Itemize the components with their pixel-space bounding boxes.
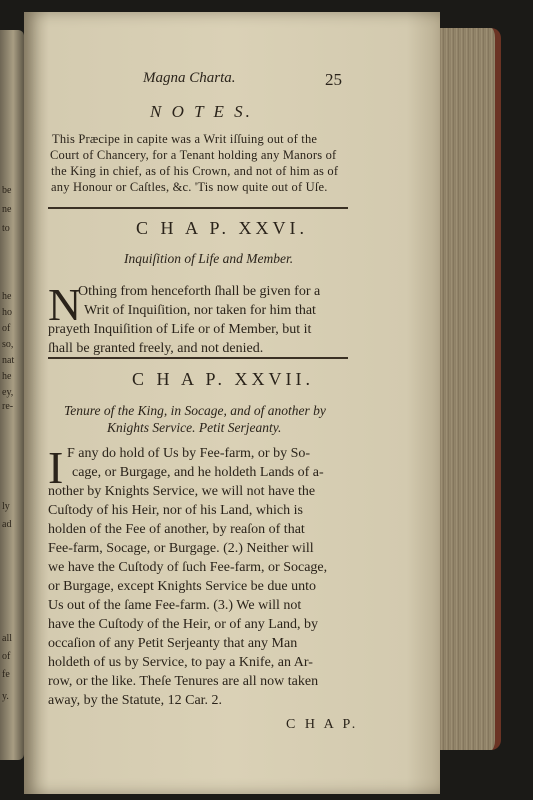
facing-page-fragment: re- (2, 401, 14, 412)
page-block-edges (440, 28, 501, 750)
chapter-title: Inquiſition of Life and Member. (124, 251, 294, 266)
body-line: have the Cuſtody of the Heir, or of any Land, by (48, 617, 319, 632)
facing-page-fragment: ne (2, 204, 12, 215)
body-line: nother by Knights Service, we will not have the (48, 484, 316, 499)
chapter-heading: C H A P. XXVII. (132, 369, 315, 389)
body-line: Us out of the ſame Fee-farm. (3.) We will not (48, 598, 302, 613)
notes-line: any Honour or Caſtles, &c. 'Tis now quite out of Uſe. (51, 180, 328, 194)
body-line: Othing from henceforth ſhall be given for a (78, 284, 321, 299)
body-line: Cuſtody of his Heir, nor of his Land, which is (48, 503, 303, 518)
facing-page-fragment: ad (2, 519, 12, 530)
body-line: ſhall be granted freely, and not denied. (48, 341, 264, 356)
chapter-heading: C H A P. XXVI. (136, 218, 309, 238)
body-line: Fee-farm, Socage, or Burgage. (2.) Neither will (48, 541, 314, 556)
body-line: row, or the like. Theſe Tenures are all now taken (48, 674, 319, 689)
body-line: prayeth Inquiſition of Life or of Member, but it (48, 322, 312, 337)
facing-page-fragment: he (2, 291, 12, 302)
facing-page-fragment: of (2, 323, 11, 334)
facing-page-fragment: fe (2, 669, 10, 680)
body-line: or Burgage, except Knights Service be due unto (48, 579, 317, 594)
facing-page-fragment: so, (2, 339, 14, 350)
chapter-title: Tenure of the King, in Socage, and of another by (64, 403, 326, 418)
facing-page-fragment: all (2, 633, 12, 644)
facing-page-fragment: nat (2, 355, 15, 366)
facing-page-fragment: ho (2, 307, 12, 318)
notes-line: Court of Chancery, for a Tenant holding any Manors of (50, 148, 337, 162)
facing-page-fragment: to (2, 223, 10, 234)
facing-page-fragment: ey, (2, 387, 14, 398)
facing-page-fragment: be (2, 185, 12, 196)
section-rule (48, 207, 348, 209)
page-number: 25 (325, 70, 342, 89)
facing-page-fragment: he (2, 371, 12, 382)
facing-page-fragment: of (2, 651, 11, 662)
catchword: C H A P. (286, 717, 359, 732)
body-line: Writ of Inquiſition, nor taken for him that (84, 303, 316, 318)
body-line: holden of the Fee of another, by reaſon of that (48, 522, 305, 537)
chapter-title: Knights Service. Petit Serjeanty. (107, 420, 282, 435)
notes-heading: N O T E S. (150, 102, 253, 121)
section-rule (48, 357, 348, 359)
notes-line: the King in chief, as of his Crown, and not of him as of (51, 164, 339, 178)
facing-page-fragment: ly (2, 501, 10, 512)
body-line: occaſion of any Petit Serjeanty that any Man (48, 636, 298, 651)
notes-line: This Præcipe in capite was a Writ iſſuing out of the (52, 132, 318, 146)
drop-cap: I (48, 442, 64, 493)
running-head: Magna Charta. (143, 70, 236, 86)
body-line: cage, or Burgage, and he holdeth Lands of a- (72, 465, 324, 480)
drop-cap: N (48, 279, 82, 330)
body-line: away, by the Statute, 12 Car. 2. (48, 693, 223, 708)
body-line: we have the Cuſtody of ſuch Fee-farm, or Socage, (48, 560, 328, 575)
facing-page-fragment: y. (2, 691, 9, 702)
body-line: holdeth of us by Service, to pay a Knife, an Ar- (48, 655, 313, 670)
body-line: F any do hold of Us by Fee-farm, or by So- (67, 446, 311, 461)
